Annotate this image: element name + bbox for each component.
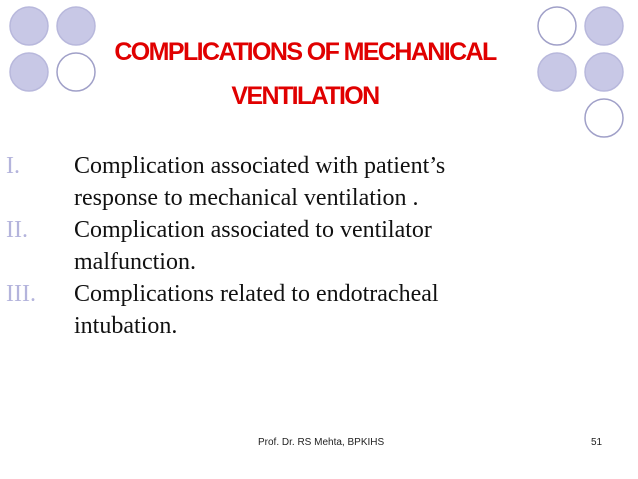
complication-list [6, 150, 566, 342]
footer-credit: Prof. Dr. RS Mehta, BPKIHS [258, 437, 385, 448]
list-item [6, 214, 566, 278]
list-item [6, 150, 566, 214]
circle-decoration [538, 53, 576, 91]
circle-decoration [585, 7, 623, 45]
title-line: COMPLICATIONS OF MECHANICAL [114, 38, 496, 66]
list-text [74, 150, 566, 214]
list-text-line: Complications related to endotracheal [74, 281, 439, 307]
circle-decoration [10, 53, 48, 91]
list-item [6, 278, 566, 342]
list-text-line: intubation. [74, 313, 178, 339]
slide-title [70, 30, 540, 118]
circle-decoration [538, 7, 576, 45]
circle-decoration [585, 99, 623, 137]
list-text-line: malfunction. [74, 249, 196, 275]
list-numeral: I. [6, 153, 20, 179]
circle-decoration [585, 53, 623, 91]
circle-decoration [10, 7, 48, 45]
list-text-line: Complication associated with patient’s [74, 153, 446, 179]
list-text [74, 278, 566, 342]
list-text [74, 214, 566, 278]
title-line: VENTILATION [231, 82, 379, 110]
page-number: 51 [591, 437, 603, 448]
list-text-line: Complication associated to ventilator [74, 217, 432, 243]
list-numeral: III. [6, 281, 36, 307]
list-numeral: II. [6, 217, 28, 243]
list-text-line: response to mechanical ventilation . [74, 185, 419, 211]
